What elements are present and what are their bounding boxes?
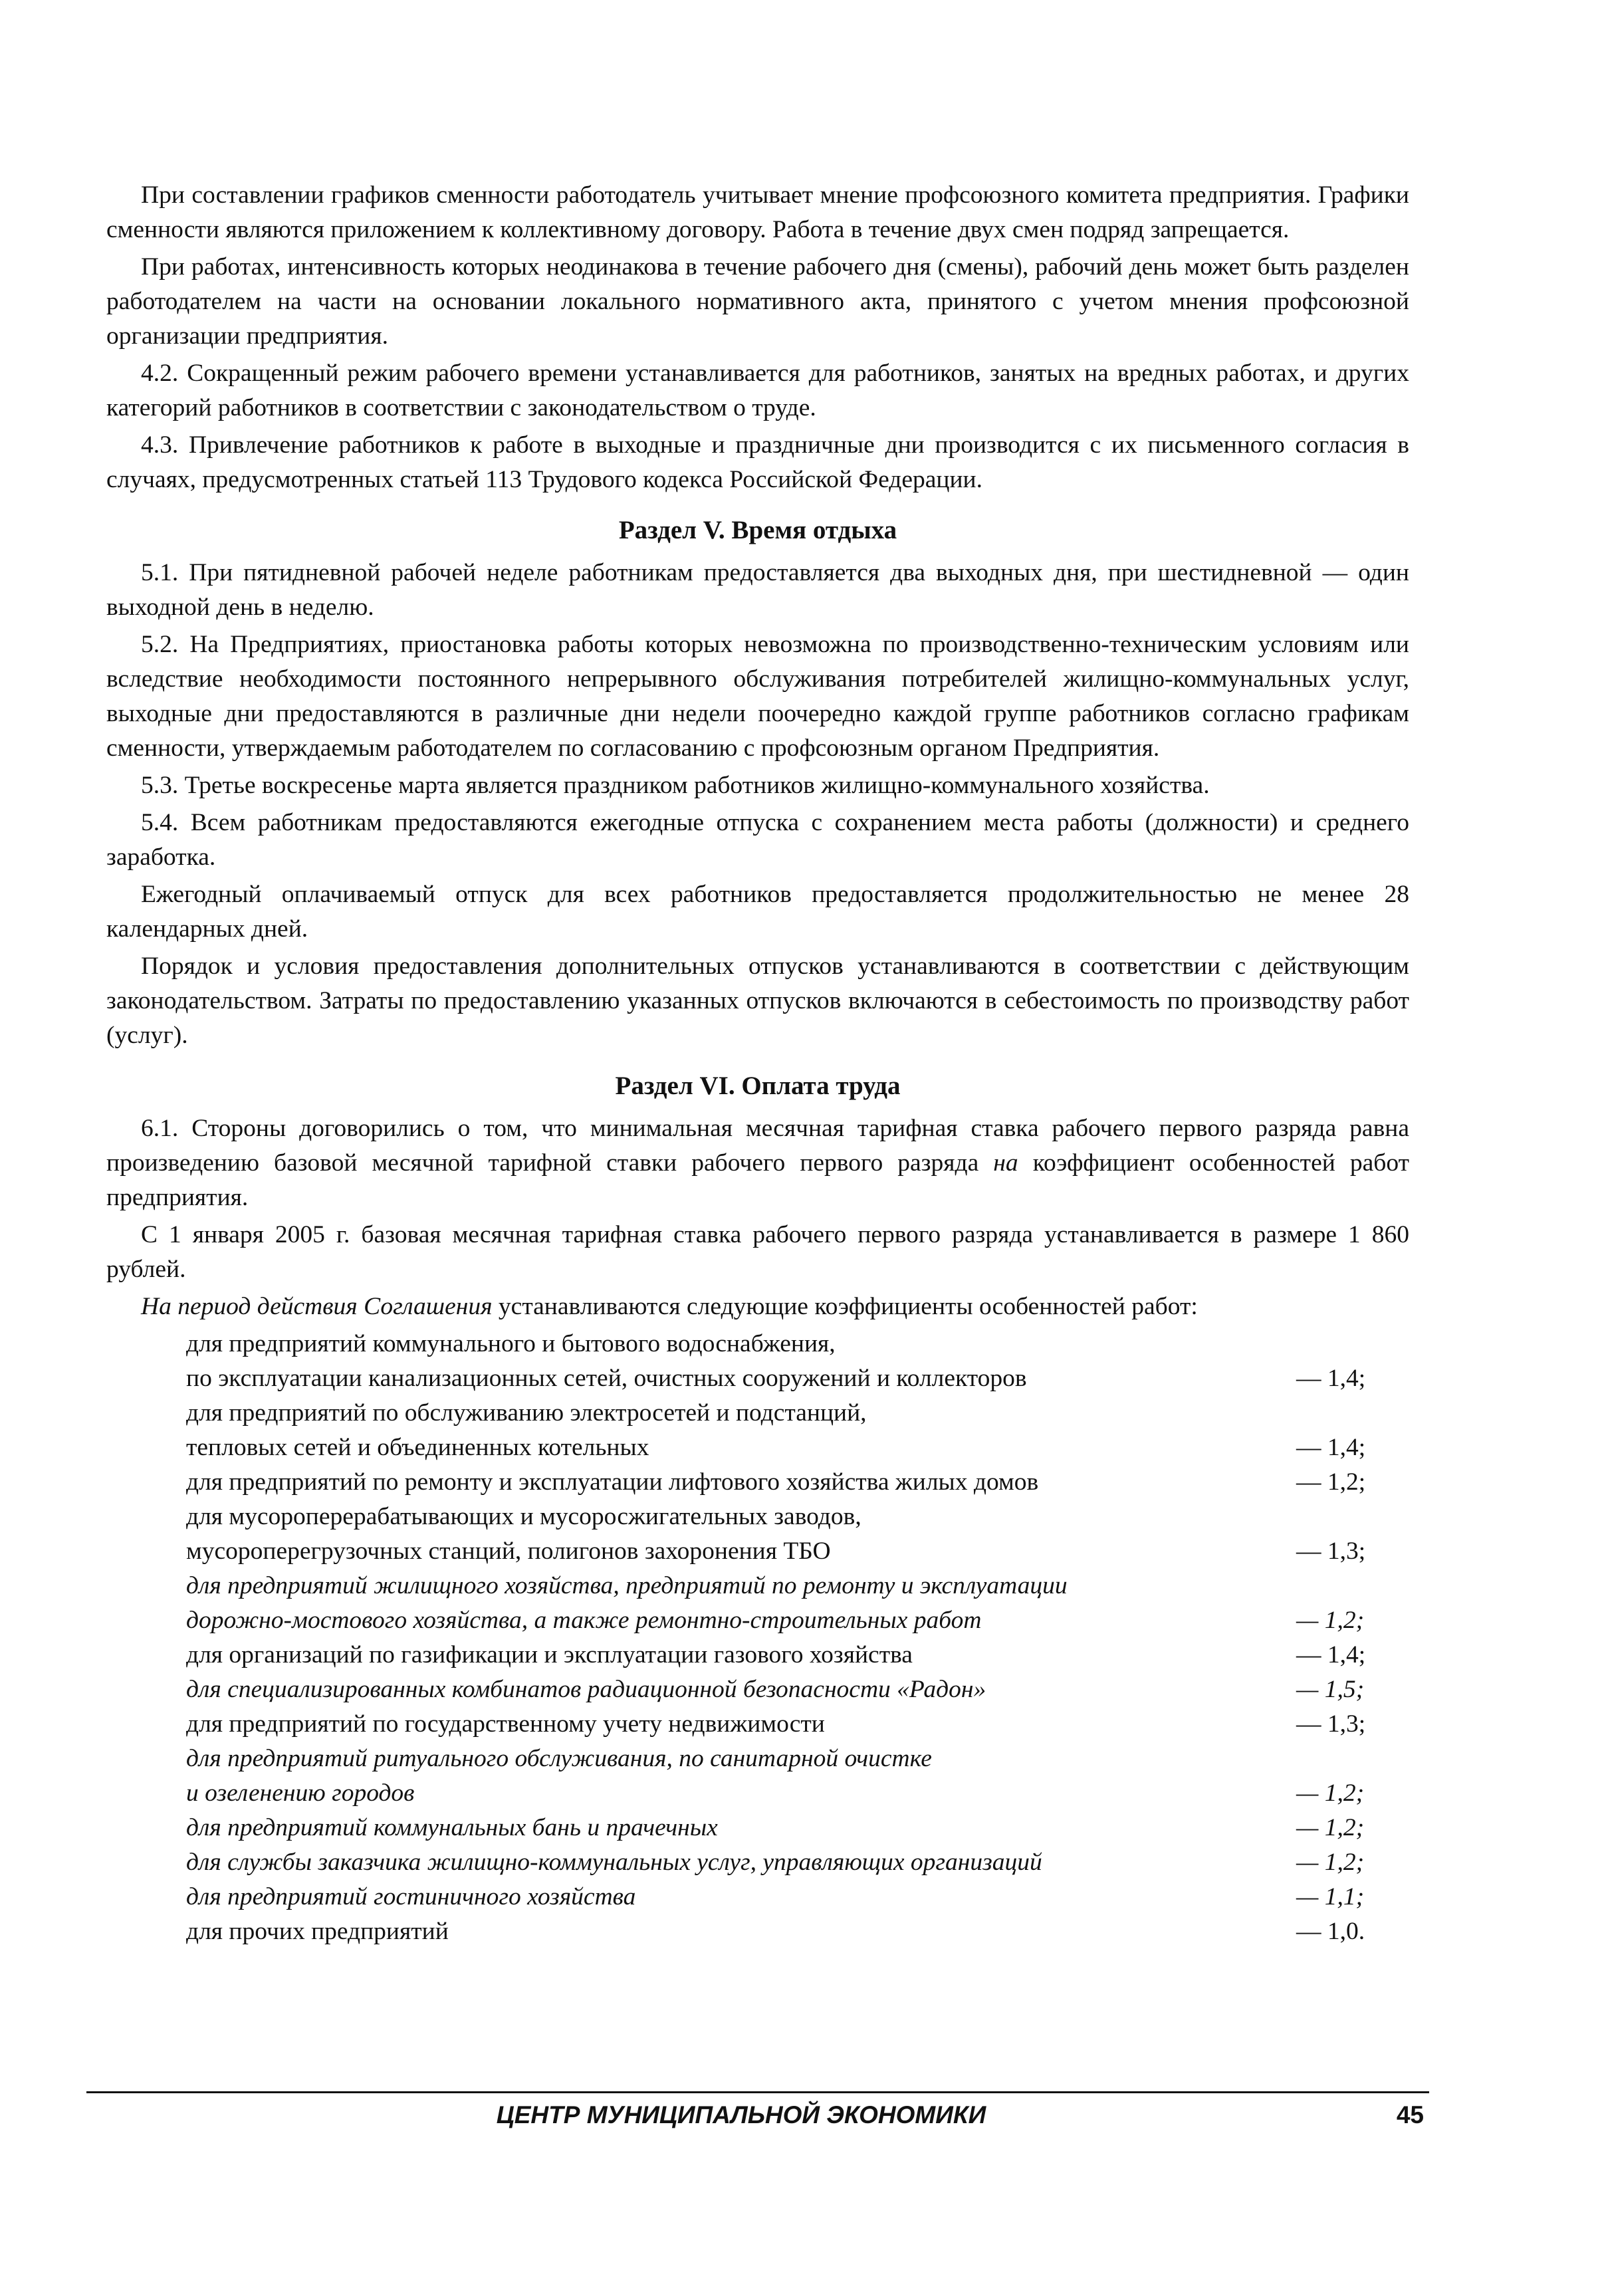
coefficient-value: — 1,0.: [1296, 1918, 1365, 1945]
paragraph: 4.2. Сокращенный режим рабочего времени устанавливается для работников, занятых на вредных работах, и других категорий работников в соответствии с законодательством о труде.: [106, 360, 1409, 421]
paragraph: При работах, интенсивность которых неодинакова в течение рабочего дня (смены), рабочий день может быть разделен работодателем на части на основании локального нормативного акта, принятого с учетом мнения профсоюзной организации предприятия.: [106, 253, 1409, 350]
coefficient-value: — 1,2;: [1296, 1814, 1365, 1841]
coefficient-value: — 1,1;: [1296, 1883, 1365, 1910]
paragraph: При составлении графиков сменности работодатель учитывает мнение профсоюзного комитета предприятия. Графики сменности являются приложением к коллективному договору. Работа в течение двух смен подряд запрещается.: [106, 181, 1409, 243]
paragraph: Порядок и условия предоставления дополнительных отпусков устанавливаются в соответствии с действующим законодательством. Затраты по предоставлению указанных отпусков включаются в себестоимость по производству работ (услуг).: [106, 953, 1409, 1049]
paragraph: С 1 января 2005 г. базовая месячная тарифная ставка рабочего первого разряда устанавливается в размере 1 860 рублей.: [106, 1221, 1409, 1283]
paragraph-text: 6.1. Стороны договорились о том, что минимальная месячная тарифная ставка рабочего первого разряда равна произведению базовой месячной тарифной ставки рабочего первого разряда: [106, 1115, 1409, 1177]
coefficient-item: [186, 1396, 1396, 1465]
coefficient-label: для прочих предприятий: [186, 1918, 449, 1945]
coefficient-value: — 1,2;: [1296, 1468, 1366, 1496]
coefficient-item: [186, 1811, 1396, 1845]
section-6-title: Раздел VI. Оплата труда: [615, 1072, 901, 1100]
paragraph: 5.1. При пятидневной рабочей неделе работникам предоставляется два выходных дня, при шестидневной — один выходной день в неделю.: [106, 559, 1409, 621]
coefficient-label: для предприятий по ремонту и эксплуатации лифтового хозяйства жилых домов: [186, 1468, 1039, 1496]
coefficient-item: [186, 1327, 1396, 1396]
coefficient-label: для организаций по газификации и эксплуатации газового хозяйства: [186, 1641, 913, 1668]
coefficient-label: для службы заказчика жилищно-коммунальных услуг, управляющих организаций: [186, 1849, 1042, 1876]
coefficient-item: [186, 1569, 1396, 1638]
coefficient-value: — 1,4;: [1296, 1365, 1366, 1392]
paragraph: 4.3. Привлечение работников к работе в выходные и праздничные дни производится с их письменного согласия в случаях, предусмотренных статьей 113 Трудового кодекса Российской Федерации.: [106, 431, 1409, 493]
paragraph-6-1: [106, 1111, 1409, 1215]
coefficient-item: [186, 1880, 1396, 1914]
coefficient-label: для мусороперерабатывающих и мусоросжигательных заводов, мусороперегрузочных станций, полигонов захоронения ТБО: [186, 1503, 861, 1565]
coefficients-list: [186, 1327, 1396, 1949]
coefficient-value: — 1,2;: [1296, 1849, 1365, 1876]
coefficient-value: — 1,2;: [1296, 1779, 1365, 1807]
paragraph-text: устанавливаются следующие коэффициенты особенностей работ:: [492, 1293, 1198, 1320]
paragraph-italic-text: На период действия Соглашения: [141, 1293, 493, 1320]
coefficient-label: для предприятий гостиничного хозяйства: [186, 1883, 636, 1910]
coefficient-value: — 1,3;: [1296, 1538, 1366, 1565]
paragraph: 5.4. Всем работникам предоставляются ежегодные отпуска с сохранением места работы (должности) и среднего заработка.: [106, 809, 1409, 871]
coefficient-item: [186, 1707, 1396, 1742]
footer-divider: [86, 2091, 1429, 2093]
paragraph: 5.2. На Предприятиях, приостановка работы которых невозможна по производственно-техническим условиям или вследствие необходимости постоянного непрерывного обслуживания потребителей жилищно-коммунальных услуг, выходные дни предоставляются в различные дни недели поочередно каждой группе работников согласно графикам сменности, утверждаемым работодателем по согласованию с профсоюзным органом Предприятия.: [106, 631, 1409, 762]
coefficient-label: для предприятий по государственному учету недвижимости: [186, 1710, 825, 1738]
coefficient-item: [186, 1500, 1396, 1569]
coefficient-item: [186, 1742, 1396, 1811]
coefficient-label: для специализированных комбинатов радиационной безопасности «Радон»: [186, 1676, 986, 1703]
coefficient-value: — 1,2;: [1296, 1607, 1365, 1634]
paragraph: Ежегодный оплачиваемый отпуск для всех работников предоставляется продолжительностью не менее 28 календарных дней.: [106, 881, 1409, 943]
coefficient-item: [186, 1845, 1396, 1880]
coefficient-item: [186, 1638, 1396, 1672]
paragraph-italic-text: на: [993, 1149, 1018, 1177]
coefficient-label: для предприятий жилищного хозяйства, предприятий по ремонту и эксплуатации дорожно-мостового хозяйства, а также ремонтно-строительных работ: [186, 1572, 1068, 1634]
coefficient-value: — 1,3;: [1296, 1710, 1366, 1738]
paragraph: 5.3. Третье воскресенье марта является праздником работников жилищно-коммунального хозяйства.: [141, 772, 1210, 799]
coefficient-label: для предприятий по обслуживанию электросетей и подстанций, тепловых сетей и объединенных котельных: [186, 1399, 867, 1461]
coefficient-value: — 1,4;: [1296, 1641, 1366, 1668]
coefficient-item: [186, 1672, 1396, 1707]
section-5-title: Раздел V. Время отдыха: [618, 516, 897, 544]
page-number: 45: [1396, 2101, 1424, 2128]
coefficient-item: [186, 1465, 1396, 1500]
paragraph-coefficients-intro: [106, 1290, 1409, 1324]
coefficient-label: для предприятий коммунальных бань и прачечных: [186, 1814, 718, 1841]
paragraph-text: коэффициент особенностей работ предприятия.: [106, 1149, 1409, 1211]
coefficient-item: [186, 1914, 1396, 1949]
footer-title: ЦЕНТР МУНИЦИПАЛЬНОЙ ЭКОНОМИКИ: [496, 2101, 986, 2128]
page-body: [106, 178, 1409, 1949]
coefficient-label: для предприятий ритуального обслуживания, по санитарной очистке и озеленению городов: [186, 1745, 932, 1807]
coefficient-value: — 1,4;: [1296, 1434, 1366, 1461]
coefficient-value: — 1,5;: [1296, 1676, 1365, 1703]
coefficient-label: для предприятий коммунального и бытового водоснабжения, по эксплуатации канализационных сетей, очистных сооружений и коллекторов: [186, 1330, 1027, 1392]
